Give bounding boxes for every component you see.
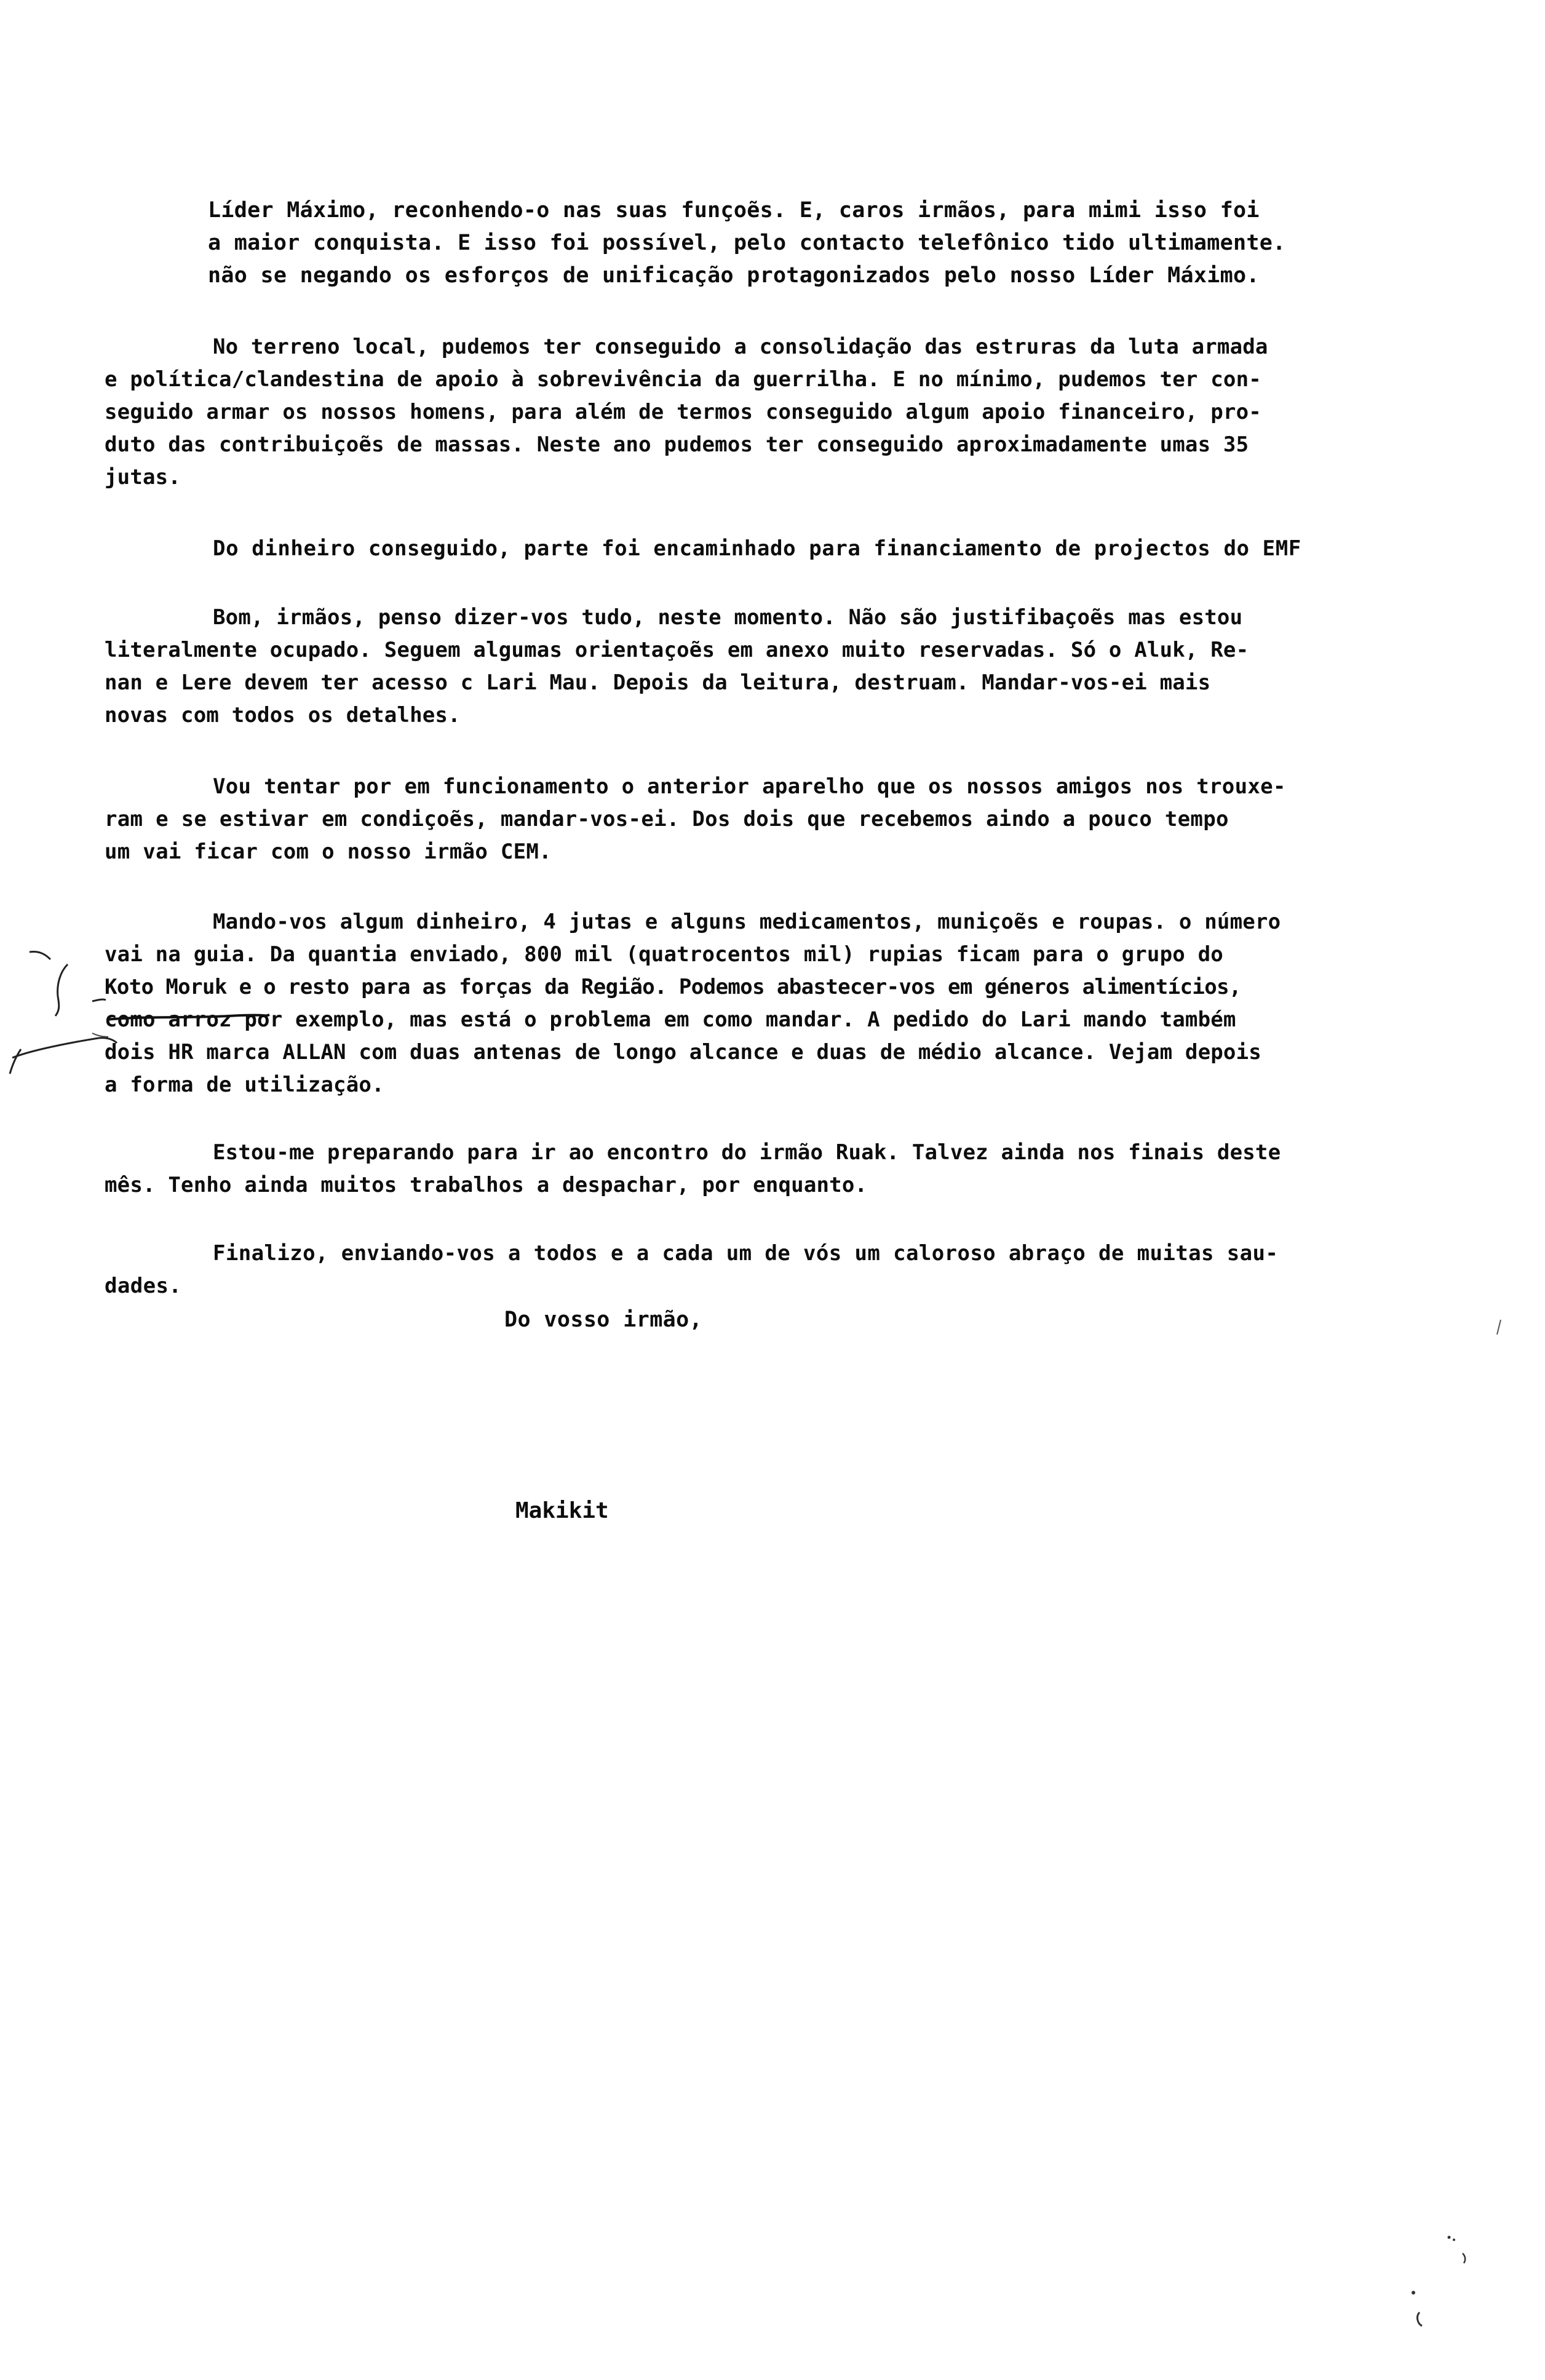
paragraph-7-line-2: mês. Tenho ainda muitos trabalhos a despachar, por enquanto. [105, 1173, 868, 1197]
paragraph-6-line-5: dois HR marca ALLAN com duas antenas de longo alcance e duas de médio alcance. Vejam depois [105, 1040, 1261, 1065]
paragraph-2-line-1: No terreno local, pudemos ter conseguido a consolidação das estruras da luta armada [213, 335, 1268, 359]
strikethrough-mark [106, 1009, 272, 1027]
paragraph-6-line-3: Koto Moruk e o resto para as forças da Região. Podemos abastecer-vos em géneros alimentícios, [105, 975, 1241, 999]
paragraph-2-line-2: e política/clandestina de apoio à sobrevivência da guerrilha. E no mínimo, pudemos ter con- [105, 367, 1261, 392]
closing-line: Do vosso irmão, [504, 1307, 703, 1332]
paragraph-2-line-5: jutas. [105, 465, 181, 490]
paragraph-5-line-3: um vai ficar com o nosso irmão CEM. [105, 839, 552, 864]
paragraph-8-line-1: Finalizo, enviando-vos a todos e a cada um de vós um caloroso abraço de muitas sau- [213, 1241, 1279, 1266]
paragraph-4-line-2: literalmente ocupado. Seguem algumas orientaçoẽs em anexo muito reservadas. Só o Aluk, Re- [105, 638, 1249, 662]
paragraph-1-line-3: não se negando os esforços de unificação protagonizados pelo nosso Líder Máximo. [208, 263, 1260, 288]
paragraph-1-line-2: a maior conquista. E isso foi possível, pelo contacto telefônico tido ultimamente. [208, 231, 1286, 255]
margin-handwritten-mark [0, 935, 123, 1082]
paragraph-6-line-1: Mando-vos algum dinheiro, 4 jutas e alguns medicamentos, muniçoẽs e roupas. o número [213, 910, 1281, 934]
scan-speck-3 [1408, 2288, 1427, 2331]
paragraph-2-line-4: duto das contribuiçoẽs de massas. Neste ano pudemos ter conseguido aproximadamente umas 35 [105, 432, 1249, 457]
paragraph-3-line-1: Do dinheiro conseguido, parte foi encaminhado para financiamento de projectos do EMF [213, 536, 1301, 561]
paragraph-5-line-1: Vou tentar por em funcionamento o anterior aparelho que os nossos amigos nos trouxe- [213, 774, 1286, 799]
paragraph-7-line-1: Estou-me preparando para ir ao encontro do irmão Ruak. Talvez ainda nos finais deste [213, 1140, 1281, 1165]
paragraph-4-line-1: Bom, irmãos, penso dizer-vos tudo, neste momento. Não são justifibaçoẽs mas estou [213, 605, 1243, 630]
paragraph-6-line-4: como arroz por exemplo, mas está o problema em como mandar. A pedido do Lari mando também [105, 1007, 1236, 1032]
paragraph-5-line-2: ram e se estivar em condiçoẽs, mandar-vos-ei. Dos dois que recebemos aindo a pouco tempo [105, 807, 1229, 831]
paragraph-4-line-4: novas com todos os detalhes. [105, 703, 461, 728]
signature: Makikit [515, 1498, 609, 1523]
scan-speck-1 [1493, 1319, 1506, 1337]
paragraph-8-line-2: dades. [105, 1274, 182, 1298]
paragraph-1-line-1: Líder Máximo, reconhendo-o nas suas funçoẽs. E, caros irmãos, para mimi isso foi [208, 198, 1260, 223]
paragraph-2-line-3: seguido armar os nossos homens, para além de termos conseguido algum apoio financeiro, pro- [105, 400, 1261, 424]
scan-speck-2 [1445, 2232, 1470, 2269]
paragraph-6-line-6: a forma de utilização. [105, 1073, 384, 1097]
paragraph-4-line-3: nan e Lere devem ter acesso c Lari Mau. Depois da leitura, destruam. Mandar-vos-ei mais [105, 670, 1211, 695]
paragraph-6-line-2: vai na guia. Da quantia enviado, 800 mil (quatrocentos mil) rupias ficam para o grupo do [105, 942, 1223, 967]
